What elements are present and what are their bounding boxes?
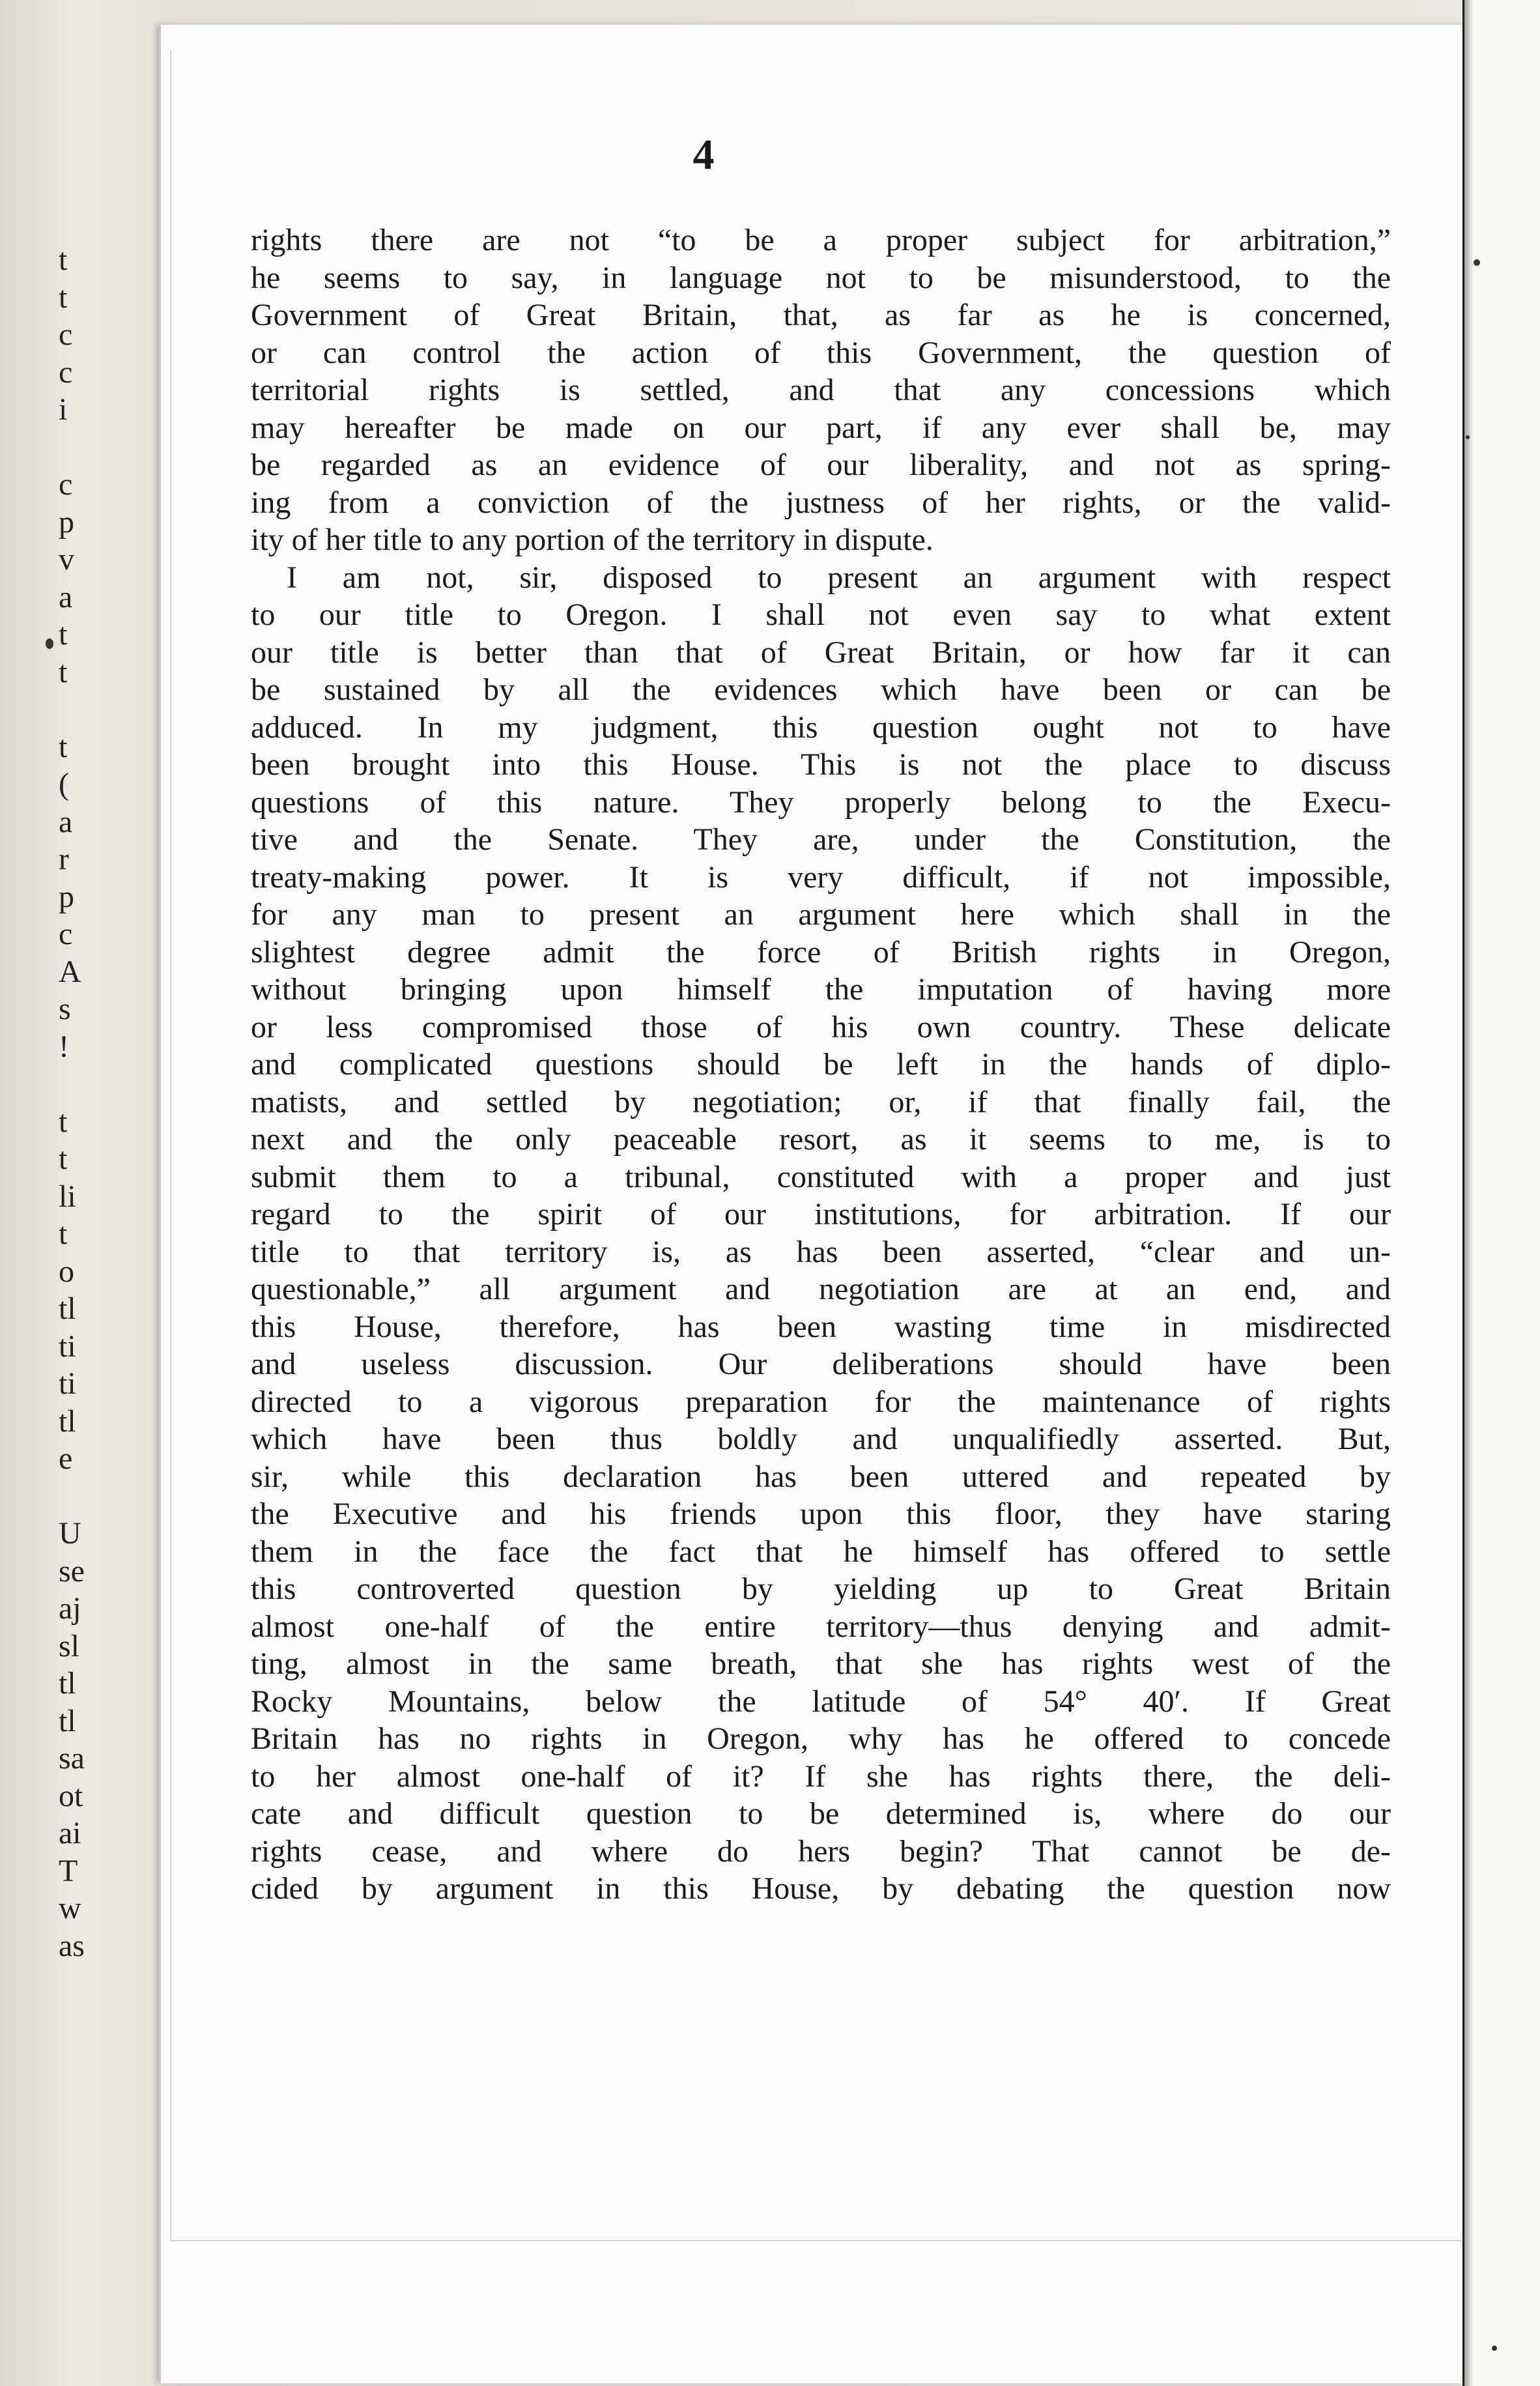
text-line: or can control the action of this Government, the question of — [251, 335, 1391, 370]
scan-speck — [1492, 2346, 1497, 2351]
text-line: which have been thus boldly and unqualifiedly asserted. But, — [251, 1422, 1391, 1456]
facing-page-fragment: t — [59, 1142, 68, 1176]
text-line: to her almost one-half of it? If she has rights there, the deli- — [251, 1759, 1391, 1794]
text-line: he seems to say, in language not to be misunderstood, to the — [251, 260, 1391, 295]
facing-page-fragment: as — [59, 1928, 85, 1963]
facing-page-fragment: ti — [59, 1366, 76, 1401]
body-text — [251, 222, 1391, 1922]
facing-page-fragment: i — [59, 392, 68, 427]
facing-page-fragment: t — [59, 1216, 68, 1251]
facing-page-fragment: ti — [59, 1329, 76, 1364]
text-line: cate and difficult question to be determined is, where do our — [251, 1796, 1391, 1831]
text-line: matists, and settled by negotiation; or, if that finally fail, the — [251, 1084, 1391, 1119]
text-line: tive and the Senate. They are, under the Constitution, the — [251, 822, 1391, 857]
gutter-shadow — [1464, 0, 1474, 2386]
facing-page-fragment: ! — [59, 1029, 69, 1064]
scan-speck — [1474, 259, 1480, 266]
facing-page-fragment: sa — [59, 1741, 85, 1775]
text-line: almost one-half of the entire territory—thus denying and admit- — [251, 1609, 1391, 1644]
text-line: this House, therefore, has been wasting time in misdirected — [251, 1309, 1391, 1344]
text-line: ting, almost in the same breath, that she has rights west of the — [251, 1646, 1391, 1681]
facing-page-fragment: ot — [59, 1778, 83, 1813]
text-line: treaty-making power. It is very difficult, if not impossible, — [251, 859, 1391, 895]
facing-page-fragment: c — [59, 354, 73, 390]
text-line: rights cease, and where do hers begin? That cannot be de- — [251, 1833, 1391, 1869]
text-line: Rocky Mountains, below the latitude of 54° 40′. If Great — [251, 1684, 1391, 1719]
facing-page-edge — [1462, 0, 1540, 2386]
facing-page-fragment: t — [59, 617, 68, 652]
text-line: our title is better than that of Great Britain, or how far it can — [251, 635, 1391, 670]
text-line: questions of this nature. They properly belong to the Execu- — [251, 784, 1391, 820]
text-line: slightest degree admit the force of British rights in Oregon, — [251, 934, 1391, 970]
text-line: I am not, sir, disposed to present an argument with respect — [287, 560, 1391, 595]
page-number: 4 — [692, 131, 715, 179]
facing-page-fragment: c — [59, 467, 73, 502]
scan-speck — [1466, 435, 1470, 439]
text-line: them in the face the fact that he himself has offered to settle — [251, 1534, 1391, 1569]
facing-page-fragment: a — [59, 579, 73, 614]
facing-page-fragment — [59, 691, 78, 728]
text-line: for any man to present an argument here which shall in the — [251, 897, 1391, 932]
facing-page-fragment: t — [59, 242, 68, 277]
text-line: or less compromised those of his own country. These delicate — [251, 1009, 1391, 1044]
text-line: adduced. In my judgment, this question ought not to have — [251, 710, 1391, 745]
text-line: been brought into this House. This is not the place to discuss — [251, 747, 1391, 782]
text-line: rights there are not “to be a proper subject for arbitration,” — [251, 223, 1391, 257]
facing-page-fragment: p — [59, 879, 74, 914]
facing-page-fragment: ai — [59, 1816, 81, 1850]
facing-page-fragment: s — [59, 992, 71, 1026]
text-line: title to that territory is, as has been asserted, “clear and un- — [251, 1234, 1391, 1269]
text-line: Britain has no rights in Oregon, why has he offered to concede — [251, 1721, 1391, 1756]
facing-page-fragment — [59, 1478, 78, 1516]
scan-speck — [46, 639, 53, 649]
text-line: this controverted question by yielding up to Great Britain — [251, 1572, 1391, 1606]
facing-page-fragment: tl — [59, 1703, 76, 1738]
text-line: submit them to a tribunal, constituted with a proper and just — [251, 1159, 1391, 1194]
text-line: sir, while this declaration has been uttered and repeated by — [251, 1459, 1391, 1494]
text-line: to our title to Oregon. I shall not even say to what extent — [251, 597, 1391, 632]
text-line: without bringing upon himself the imputation of having more — [251, 972, 1391, 1007]
text-line: ing from a conviction of the justness of her rights, or the valid- — [251, 485, 1391, 520]
facing-page-fragment: c — [59, 317, 73, 352]
text-line: ity of her title to any portion of the territory in dispute. — [251, 523, 934, 557]
text-line: questionable,” all argument and negotiation are at an end, and — [251, 1272, 1391, 1306]
facing-page-fragment: se — [59, 1553, 85, 1588]
facing-page-fragment: t — [59, 654, 68, 689]
facing-page-fragment: p — [59, 504, 74, 539]
facing-page-fragment: t — [59, 1104, 68, 1139]
facing-page-fragment: tl — [59, 1666, 76, 1701]
facing-page-fragment: ( — [59, 767, 69, 801]
text-line: directed to a vigorous preparation for the maintenance of rights — [251, 1384, 1391, 1419]
facing-page-fragment: T — [59, 1853, 78, 1888]
facing-page-fragment: e — [59, 1441, 73, 1476]
text-line: territorial rights is settled, and that any concessions which — [251, 373, 1391, 407]
facing-page-fragment: w — [59, 1891, 81, 1925]
facing-page-fragment: tl — [59, 1403, 76, 1439]
text-line: cided by argument in this House, by debating the question now — [251, 1871, 1391, 1906]
text-line: Government of Great Britain, that, as far as he is concerned, — [251, 298, 1391, 332]
facing-page-fragment: t — [59, 280, 68, 315]
facing-page-fragment: U — [59, 1516, 81, 1551]
facing-page-fragment: t — [59, 729, 68, 764]
facing-page-fragment: A — [59, 954, 81, 989]
facing-page-fragment: aj — [59, 1591, 81, 1626]
facing-page-fragment: c — [59, 917, 73, 951]
facing-page-fragment: a — [59, 804, 73, 839]
facing-page-fragment: tl — [59, 1291, 76, 1326]
text-line: and useless discussion. Our deliberations should have been — [251, 1347, 1391, 1381]
text-line: be sustained by all the evidences which have been or can be — [251, 672, 1391, 707]
facing-page-fragments — [59, 241, 85, 1964]
text-line: may hereafter be made on our part, if any ever shall be, may — [251, 410, 1391, 445]
text-line: regard to the spirit of our institutions, for arbitration. If our — [251, 1197, 1391, 1231]
text-line: be regarded as an evidence of our liberality, and not as spring- — [251, 448, 1391, 482]
facing-page-fragment: v — [59, 542, 74, 577]
facing-page-fragment: sl — [59, 1628, 80, 1663]
facing-page-fragment — [59, 1065, 78, 1103]
text-line: and complicated questions should be left in the hands of diplo- — [251, 1047, 1391, 1082]
text-line: the Executive and his friends upon this floor, they have staring — [251, 1497, 1391, 1531]
facing-page-fragment: r — [59, 842, 69, 876]
text-line: next and the only peaceable resort, as it seems to me, is to — [251, 1122, 1391, 1157]
facing-page-fragment: o — [59, 1254, 74, 1289]
facing-page-fragment — [59, 429, 78, 467]
facing-page-fragment: li — [59, 1179, 76, 1214]
